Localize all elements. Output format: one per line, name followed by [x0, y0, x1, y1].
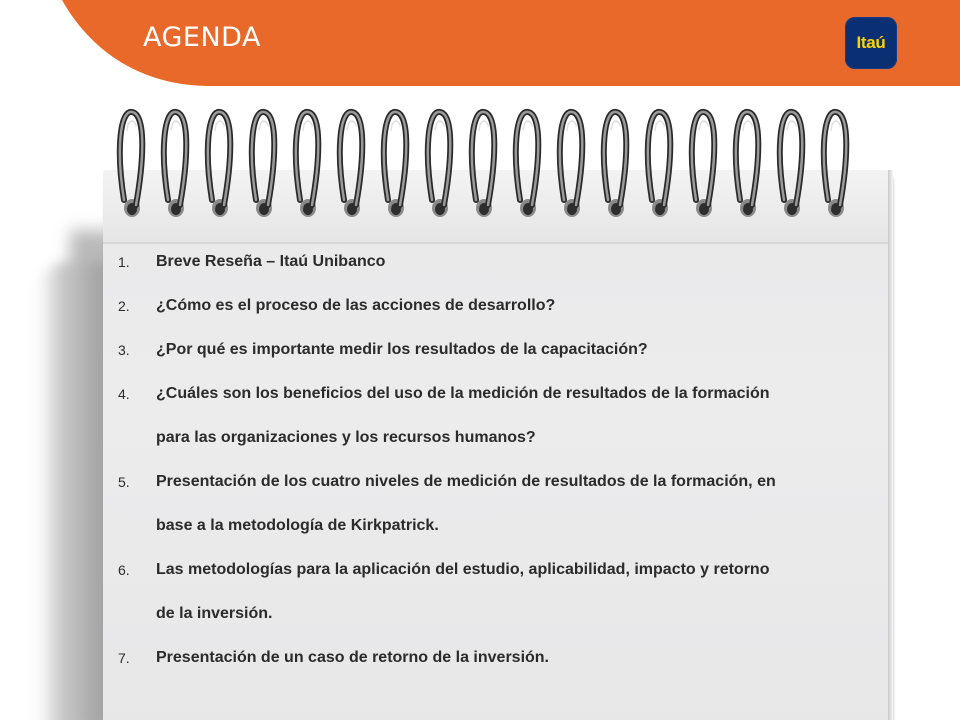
- spiral-ring: [692, 112, 714, 217]
- agenda-item-text: Presentación de los cuatro niveles de medición de resultados de la formación, en: [156, 473, 776, 490]
- spiral-ring: [648, 112, 670, 217]
- notepad-shadow: [38, 262, 108, 720]
- spiral-ring: [472, 112, 494, 217]
- spiral-ring: [824, 112, 846, 217]
- agenda-item-number: 5.: [118, 474, 130, 490]
- agenda-item-text: base a la metodología de Kirkpatrick.: [156, 517, 439, 534]
- spiral-ring: [296, 112, 318, 217]
- agenda-item-text: ¿Por qué es importante medir los resultados de la capacitación?: [156, 341, 648, 358]
- spiral-binding: [0, 0, 960, 260]
- spiral-ring: [164, 112, 186, 217]
- agenda-item-text: para las organizaciones y los recursos humanos?: [156, 429, 536, 446]
- spiral-ring: [428, 112, 450, 217]
- agenda-item-text: Breve Reseña – Itaú Unibanco: [156, 253, 386, 270]
- agenda-item-number: 7.: [118, 650, 130, 666]
- agenda-item: [118, 636, 888, 680]
- spiral-ring: [736, 112, 758, 217]
- spiral-ring: [120, 112, 142, 217]
- logo-text: Itaú: [856, 33, 886, 52]
- agenda-item: [118, 240, 888, 284]
- agenda-item-number: 4.: [118, 386, 130, 402]
- spiral-ring: [252, 112, 274, 217]
- agenda-item-text: ¿Cómo es el proceso de las acciones de desarrollo?: [156, 297, 556, 314]
- spiral-ring: [604, 112, 626, 217]
- agenda-item-text: de la inversión.: [156, 605, 273, 622]
- agenda-item: [118, 284, 888, 328]
- agenda-item: [118, 548, 888, 636]
- agenda-item-number: 6.: [118, 562, 130, 578]
- agenda-item: [118, 460, 888, 548]
- spiral-ring: [516, 112, 538, 217]
- agenda-item-number: 1.: [118, 254, 130, 270]
- agenda-item-number: 3.: [118, 342, 130, 358]
- agenda-item-text: ¿Cuáles son los beneficios del uso de la medición de resultados de la formación: [156, 385, 770, 402]
- agenda-item: [118, 372, 888, 460]
- spiral-ring: [560, 112, 582, 217]
- page-title: AGENDA: [143, 22, 261, 53]
- agenda-item-text: Presentación de un caso de retorno de la inversión.: [156, 649, 549, 666]
- agenda-item: [118, 328, 888, 372]
- agenda-item-text: Las metodologías para la aplicación del estudio, aplicabilidad, impacto y retorno: [156, 561, 770, 578]
- spiral-ring: [340, 112, 362, 217]
- agenda-list: [118, 240, 888, 680]
- spiral-ring: [384, 112, 406, 217]
- spiral-ring: [208, 112, 230, 217]
- spiral-ring: [780, 112, 802, 217]
- agenda-item-number: 2.: [118, 298, 130, 314]
